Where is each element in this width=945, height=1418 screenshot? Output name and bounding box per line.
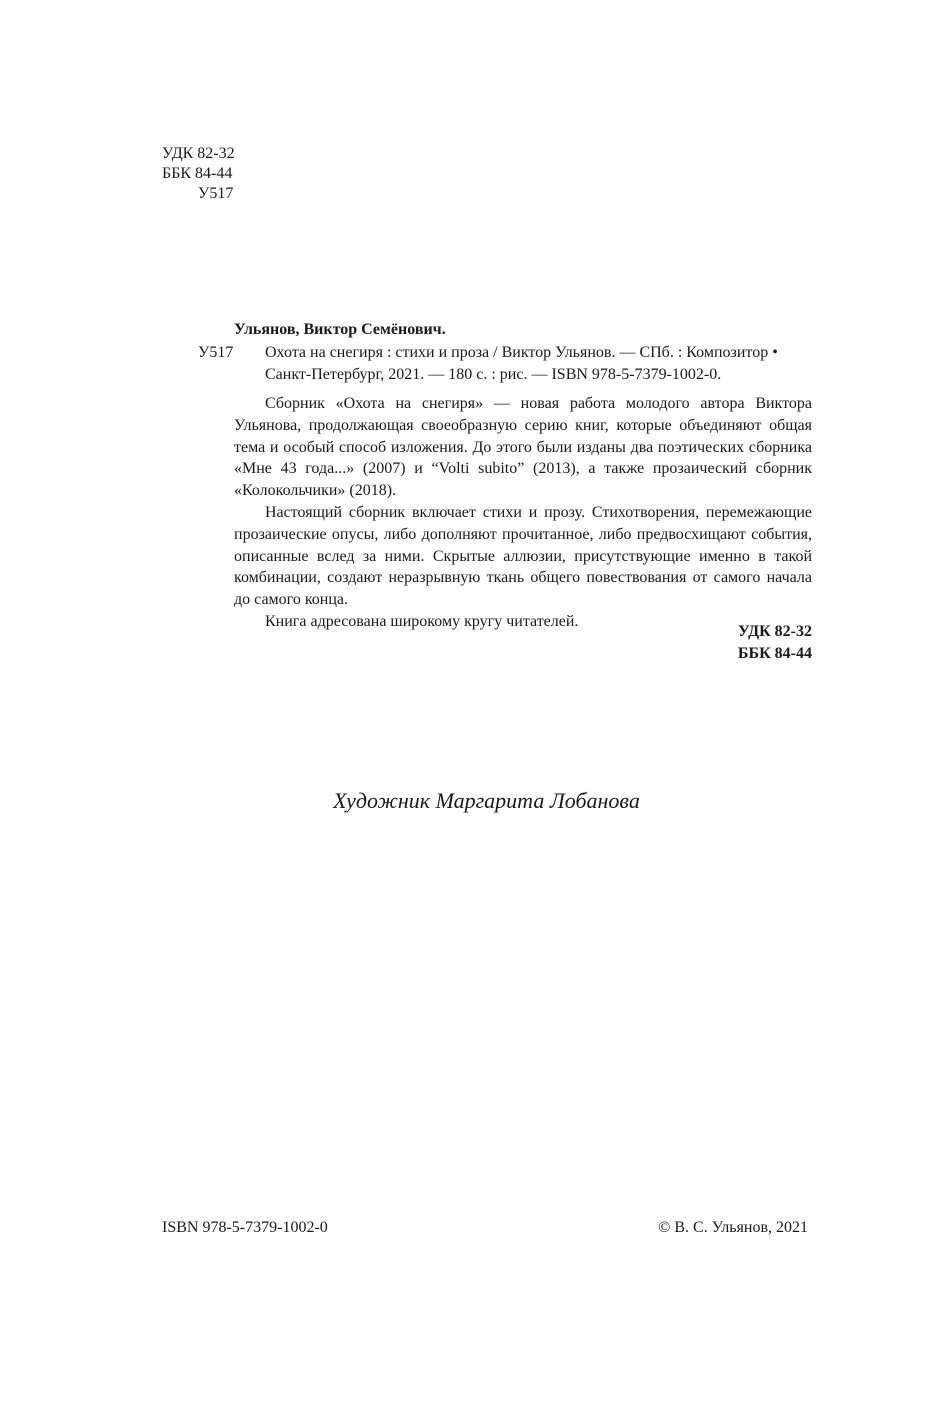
annotation bbox=[234, 393, 812, 633]
author-sign: У517 bbox=[198, 185, 234, 202]
author-heading: Ульянов, Виктор Семёнович. bbox=[234, 321, 446, 338]
bibliographic-description: Охота на снегиря : стихи и проза / Виктор Ульянов. — СПб. : Композитор • Санкт-Петербург, 2021. — 180 с. : рис. — ISBN 978-5-7379-1002-0. bbox=[265, 344, 778, 383]
bbk-code-bold: ББК 84-44 bbox=[737, 645, 812, 662]
classification-codes-top bbox=[162, 144, 235, 204]
bibliographic-entry bbox=[198, 342, 813, 386]
annotation-paragraph: Сборник «Охота на снегиря» — новая работа молодого автора Виктора Ульянова, продолжающая своеобразную серию книг, которые объединяют общая тема и особый способ изложения. До этого были изданы два поэтических сборника «Мне 43 года...» (2007) и “Volti subito” (2013), а также прозаический сборник «Колокольчики» (2018). bbox=[234, 395, 812, 500]
classification-codes-bottom bbox=[738, 621, 812, 665]
isbn: ISBN 978-5-7379-1002-0 bbox=[162, 1219, 328, 1236]
udk-code-bold: УДК 82-32 bbox=[737, 623, 812, 640]
bbk-code: ББК 84-44 bbox=[162, 165, 233, 182]
copyright: © В. С. Ульянов, 2021 bbox=[658, 1219, 808, 1236]
artist-credit: Художник Маргарита Лобанова bbox=[333, 788, 640, 813]
entry-author-sign: У517 bbox=[198, 344, 234, 361]
annotation-paragraph: Настоящий сборник включает стихи и прозу. Стихотворения, перемежающие прозаические опусы, либо дополняют прочитанное, либо предвосхищают события, описанные вслед за ними. Скрытые аллюзии, присутствующие именно в такой комбинации, создают неразрывную ткань общего повествования от самого начала до самого конца. bbox=[234, 503, 812, 609]
udk-code: УДК 82-32 bbox=[162, 145, 235, 162]
annotation-paragraph: Книга адресована широкому кругу читателей. bbox=[265, 612, 579, 630]
